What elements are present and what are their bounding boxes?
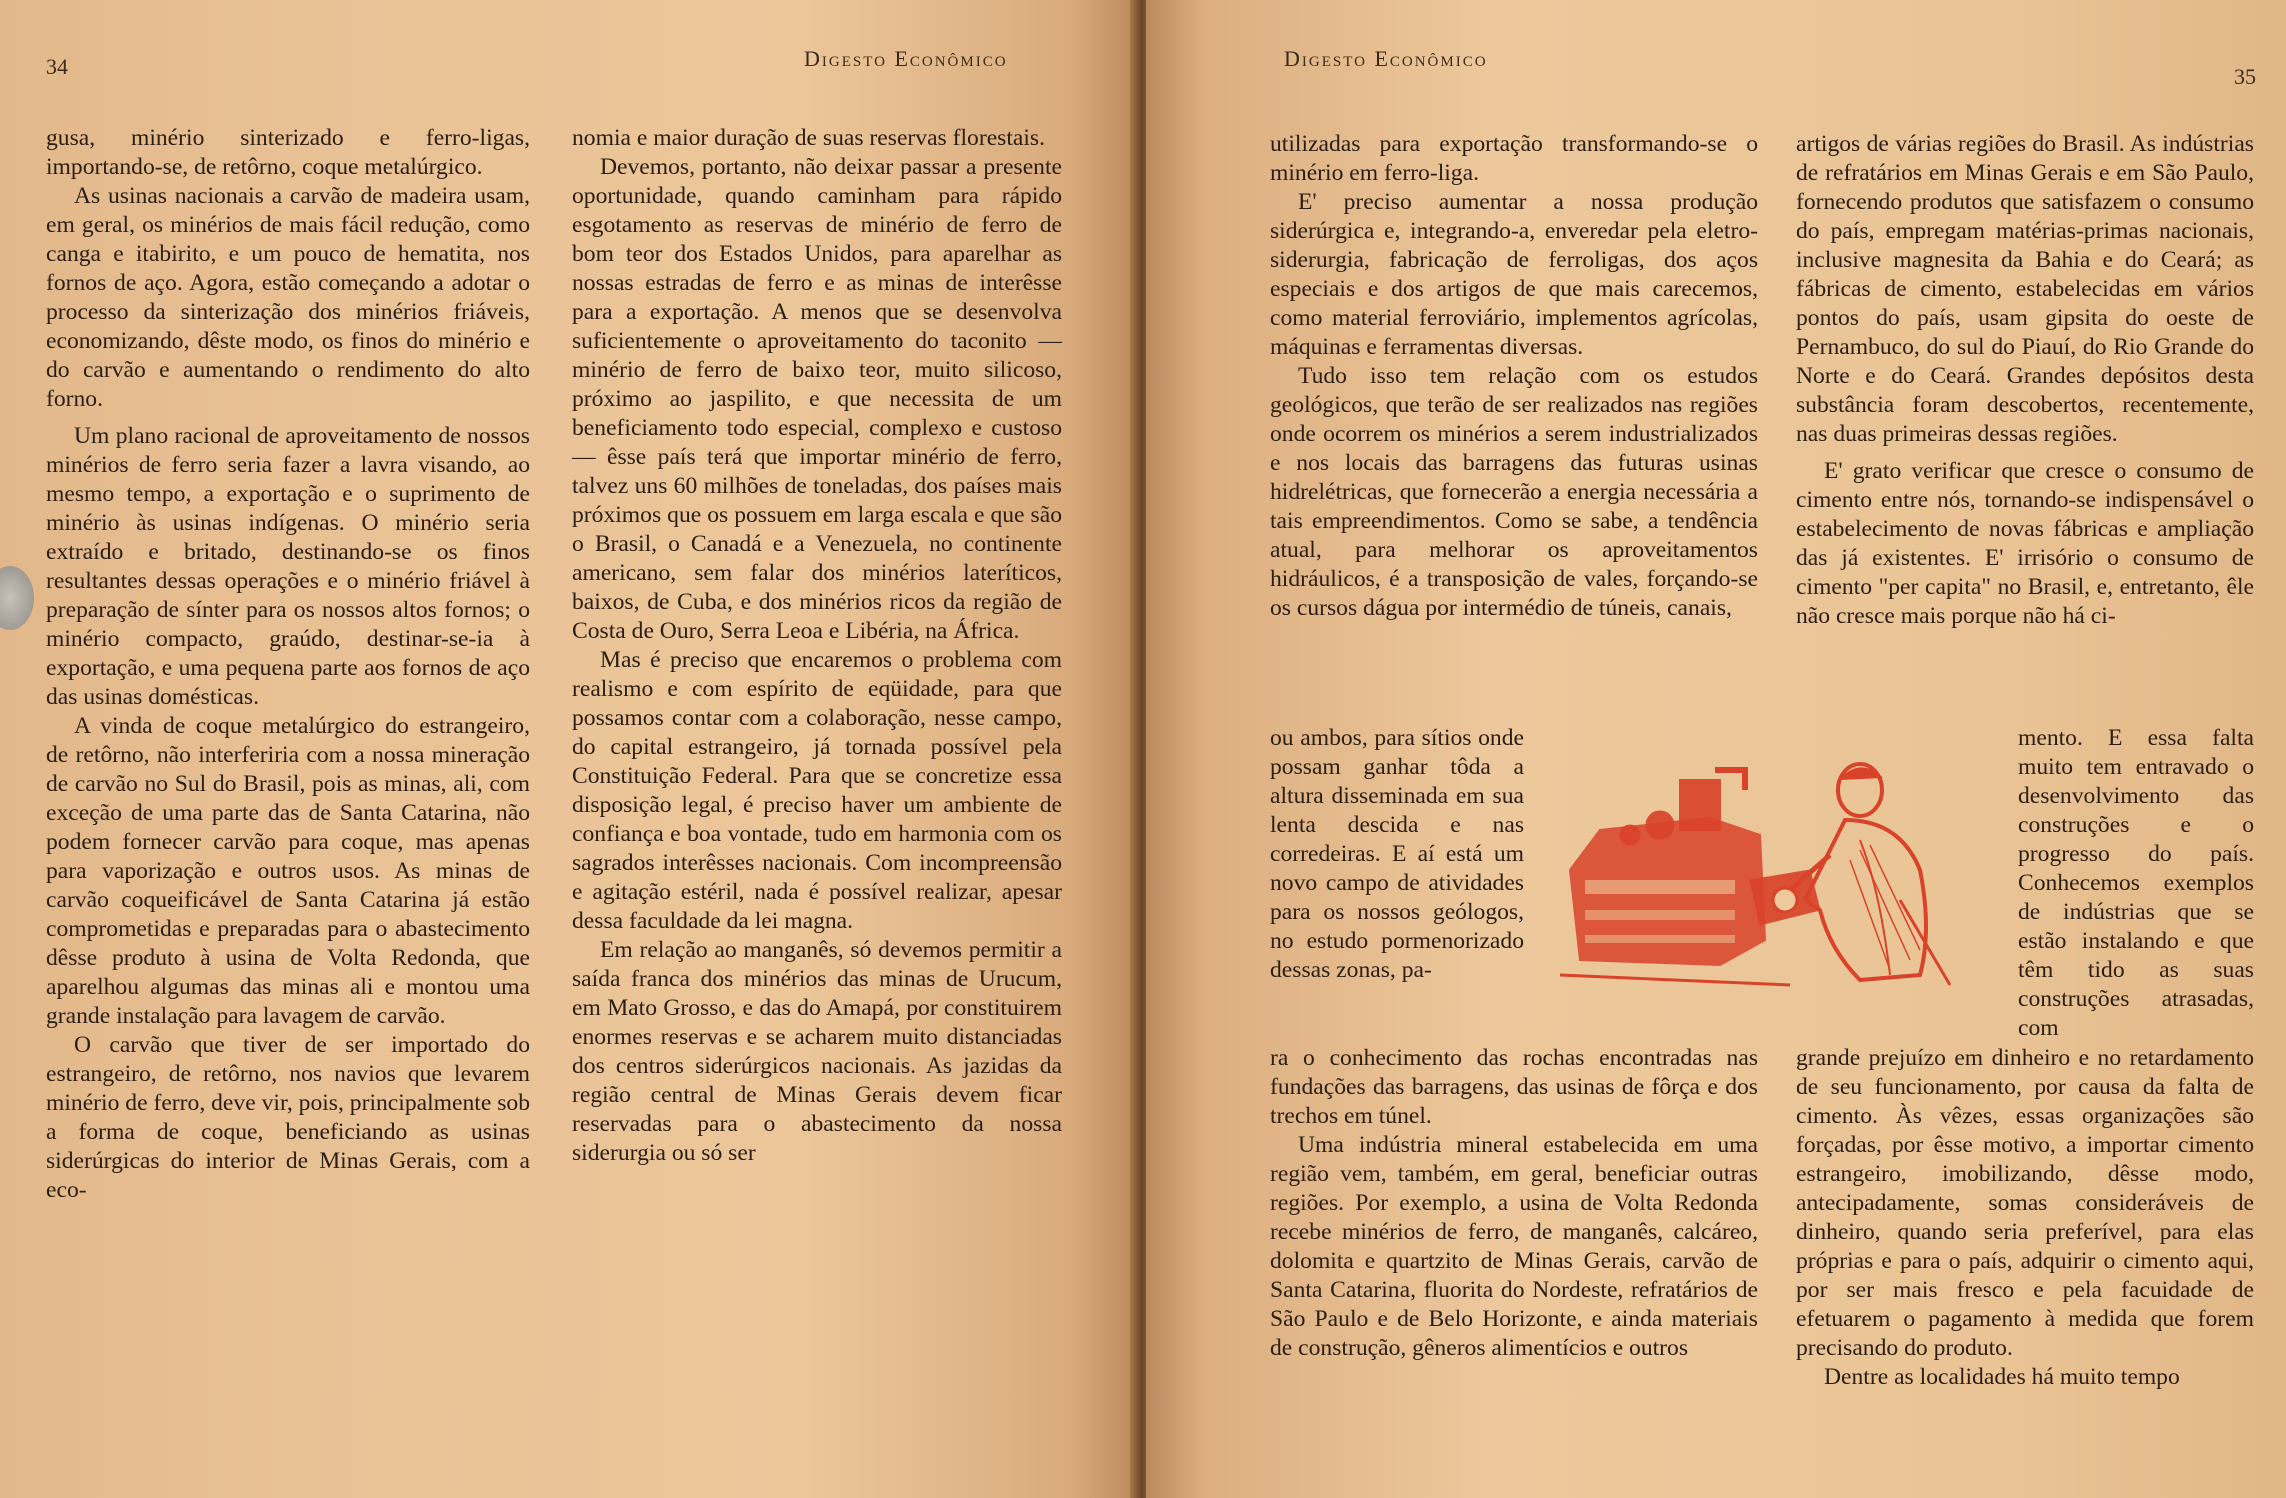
- paragraph: Dentre as localidades há muito tempo: [1824, 1364, 2180, 1390]
- paragraph: ra o conhecimento das rochas encontradas nas fundações das barragens, das usinas de fôrça e dos trechos em túnel.: [1270, 1045, 1758, 1129]
- paragraph: nomia e maior duração de suas reservas florestais.: [572, 125, 1046, 151]
- paragraph: Em relação ao manganês, só devemos permitir a saída franca dos minérios das minas de Urucum, em Mato Grosso, e das do Amapá, por constituirem enormes reservas e se acharem muito distanciadas dos centros siderúrgicos nacionais. As jazidas da região central de Minas Gerais devem ficar reservadas para o abastecimento da nossa siderurgia ou só ser: [572, 937, 1062, 1166]
- paragraph: artigos de várias regiões do Brasil. As indústrias de refratários em Minas Gerais e em São Paulo, fornecendo produtos que satisfazem o consumo do país, empregam matérias-primas nacionais, inclusive magnesita da Bahia e do Ceará; as fábricas de cimento, estabelecidas em vários pontos do país, usam gipsita do oeste de Pernambuco, do sul do Piauí, do Rio Grande do Norte e do Ceará. Grandes depósitos desta substância foram descobertos, recentemente, nas duas primeiras dessas regiões.: [1796, 131, 2254, 447]
- left-column-1: [46, 124, 530, 1205]
- paragraph: Devemos, portanto, não deixar passar a presente oportunidade, quando caminham para rápido esgotamento as reservas de minério de ferro de bom teor dos Estados Unidos, para aparelhar as nossas estradas de ferro e as minas de interêsse para a exportação. A menos que se desenvolva suficientemente o aproveitamento do taconito — minério de ferro de baixo teor, muito silicoso, próximo ao jaspilito, e que necessita de um beneficiamento todo especial, complexo e custoso — êsse país terá que importar minério de ferro, talvez uns 60 milhões de toneladas, dos países mais próximos que os possuem em larga escala e que são o Brasil, o Canadá e a Venezuela, no continente americano, sem falar dos minérios lateríticos, baixos, de Cuba, e dos minérios ricos da região de Costa de Ouro, Serra Leoa e Libéria, na África.: [572, 154, 1062, 644]
- paragraph: Um plano racional de aproveitamento de nossos minérios de ferro seria fazer a lavra visando, ao mesmo tempo, a exportação e o suprimento de minério às usinas indígenas. O minério seria extraído e britado, destinando-se os finos resultantes dessas operações e o minério friável à preparação de sínter para os nossos altos fornos; o minério compacto, graúdo, destinar-se-ia à exportação, e uma pequena parte aos fornos de aço das usinas domésticas.: [46, 423, 530, 710]
- running-head-right: Digesto Econômico: [1284, 46, 1488, 71]
- right-column-2-bottom: [1796, 1044, 2254, 1392]
- paragraph: E' grato verificar que cresce o consumo de cimento entre nós, tornando-se indispensável o estabelecimento de novas fábricas e ampliação das já existentes. E' irrisório o consumo de cimento "per capita" no Brasil, e, entretanto, êle não cresce mais porque não há ci-: [1796, 458, 2254, 629]
- right-column-2-top: [1796, 130, 2254, 631]
- paragraph: Mas é preciso que encaremos o problema com realismo e com espírito de eqüidade, para que possamos contar com a colaboração, nesse campo, do capital estrangeiro, já tornada possível pela Constituição Federal. Para que se concretize essa disposição legal, é preciso haver um ambiente de confiança e boa vontade, tudo em harmonia com os sagrados interêsses nacionais. Com incompreensão e agitação estéril, nada é possível realizar, apesar dessa faculdade da lei magna.: [572, 647, 1062, 934]
- page-number-right: 35: [2234, 64, 2256, 89]
- right-column-1-wrap: [1270, 724, 1524, 985]
- paragraph: gusa, minério sinterizado e ferro-ligas, importando-se, de retôrno, coque metalúrgico.: [46, 125, 530, 180]
- paragraph: ou ambos, para sítios onde possam ganhar tôda a altura disseminada em sua lenta descida e nas corredeiras. E aí está um novo campo de atividades para os nossos geólogos, no estudo pormenorizado dessas zonas, pa-: [1270, 725, 1524, 983]
- left-page: [0, 0, 1138, 1498]
- left-column-2: [572, 124, 1062, 1168]
- paragraph: Tudo isso tem relação com os estudos geológicos, que terão de ser realizados nas regiões onde ocorrem os minérios a serem industrializados e nos locais das barragens das futuras usinas hidrelétricas, que fornecerão a energia necessária a tais empreendimentos. Como se sabe, a tendência atual, para melhorar os aproveitamentos hidráulicos, é a transposição de vales, forçando-se os cursos dágua por intermédio de túneis, canais,: [1270, 363, 1758, 621]
- page-number-left: 34: [46, 54, 68, 79]
- paragraph: As usinas nacionais a carvão de madeira usam, em geral, os minérios de mais fácil redução, como canga e itabirito, e um pouco de hematita, nos fornos de aço. Agora, estão começando a adotar o processo da sinterização dos minérios friáveis, economizando, dêste modo, os finos do minério e do carvão e aumentando o rendimento do alto forno.: [46, 183, 530, 412]
- right-column-2-wrap: [2018, 724, 2254, 1043]
- paragraph: Uma indústria mineral estabelecida em uma região vem, também, em geral, beneficiar outras regiões. Por exemplo, a usina de Volta Redonda recebe minérios de ferro, de manganês, calcáreo, dolomita e quartzito de Minas Gerais, carvão de Santa Catarina, fluorita do Nordeste, refratários de São Paulo e de Belo Horizonte, e ainda materiais de construção, gêneros alimentícios e outros: [1270, 1132, 1758, 1361]
- paragraph: mento. E essa falta muito tem entravado o desenvolvimento das construções e o progresso do país. Conhecemos exemplos de indústrias que se estão instalando e que têm tido as suas construções atrasadas, com: [2018, 725, 2254, 1041]
- binding-hole: [0, 566, 34, 630]
- right-column-1-top: [1270, 130, 1758, 623]
- paragraph: O carvão que tiver de ser importado do estrangeiro, de retôrno, nos navios que levarem minério de ferro, deve vir, pois, principalmente sob a forma de coque, beneficiando as usinas siderúrgicas do interior de Minas Gerais, com a eco-: [46, 1032, 530, 1203]
- paragraph: A vinda de coque metalúrgico do estrangeiro, de retôrno, não interferiria com a nossa mineração de carvão no Sul do Brasil, pois as minas, ali, com exceção de uma parte das de Santa Catarina, não podem fornecer carvão para coque, mas apenas para vaporização e outros usos. As minas de carvão coqueificável de Santa Catarina já estão comprometidas e preparadas para o abastecimento dêsse produto à usina de Volta Redonda, que aparelhou algumas das minas ali e montou uma grande instalação para lavagem de carvão.: [46, 713, 530, 1029]
- paragraph: grande prejuízo em dinheiro e no retardamento de seu funcionamento, por causa da falta de cimento. Às vêzes, essas organizações são forçadas, por êsse motivo, a importar cimento estrangeiro, imobilizando, dêsse modo, antecipadamente, somas consideráveis de dinheiro, quando seria preferível, para elas próprias e para o país, adquirir o cimento aqui, por ser mais fresco e pela facuidade de efetuarem o pagamento à medida que forem precisando do produto.: [1796, 1045, 2254, 1361]
- worker-at-machine-illustration: [1560, 760, 1972, 1018]
- paragraph: E' preciso aumentar a nossa produção siderúrgica e, integrando-a, enveredar pela eletro-siderurgia, fabricação de ferroligas, dos aços especiais e dos artigos de que mais carecemos, como material ferroviário, implementos agrícolas, máquinas e ferramentas diversas.: [1270, 189, 1758, 360]
- running-head-left: Digesto Econômico: [804, 46, 1008, 71]
- right-column-1-bottom: [1270, 1044, 1758, 1363]
- paragraph: utilizadas para exportação transformando-se o minério em ferro-liga.: [1270, 131, 1758, 186]
